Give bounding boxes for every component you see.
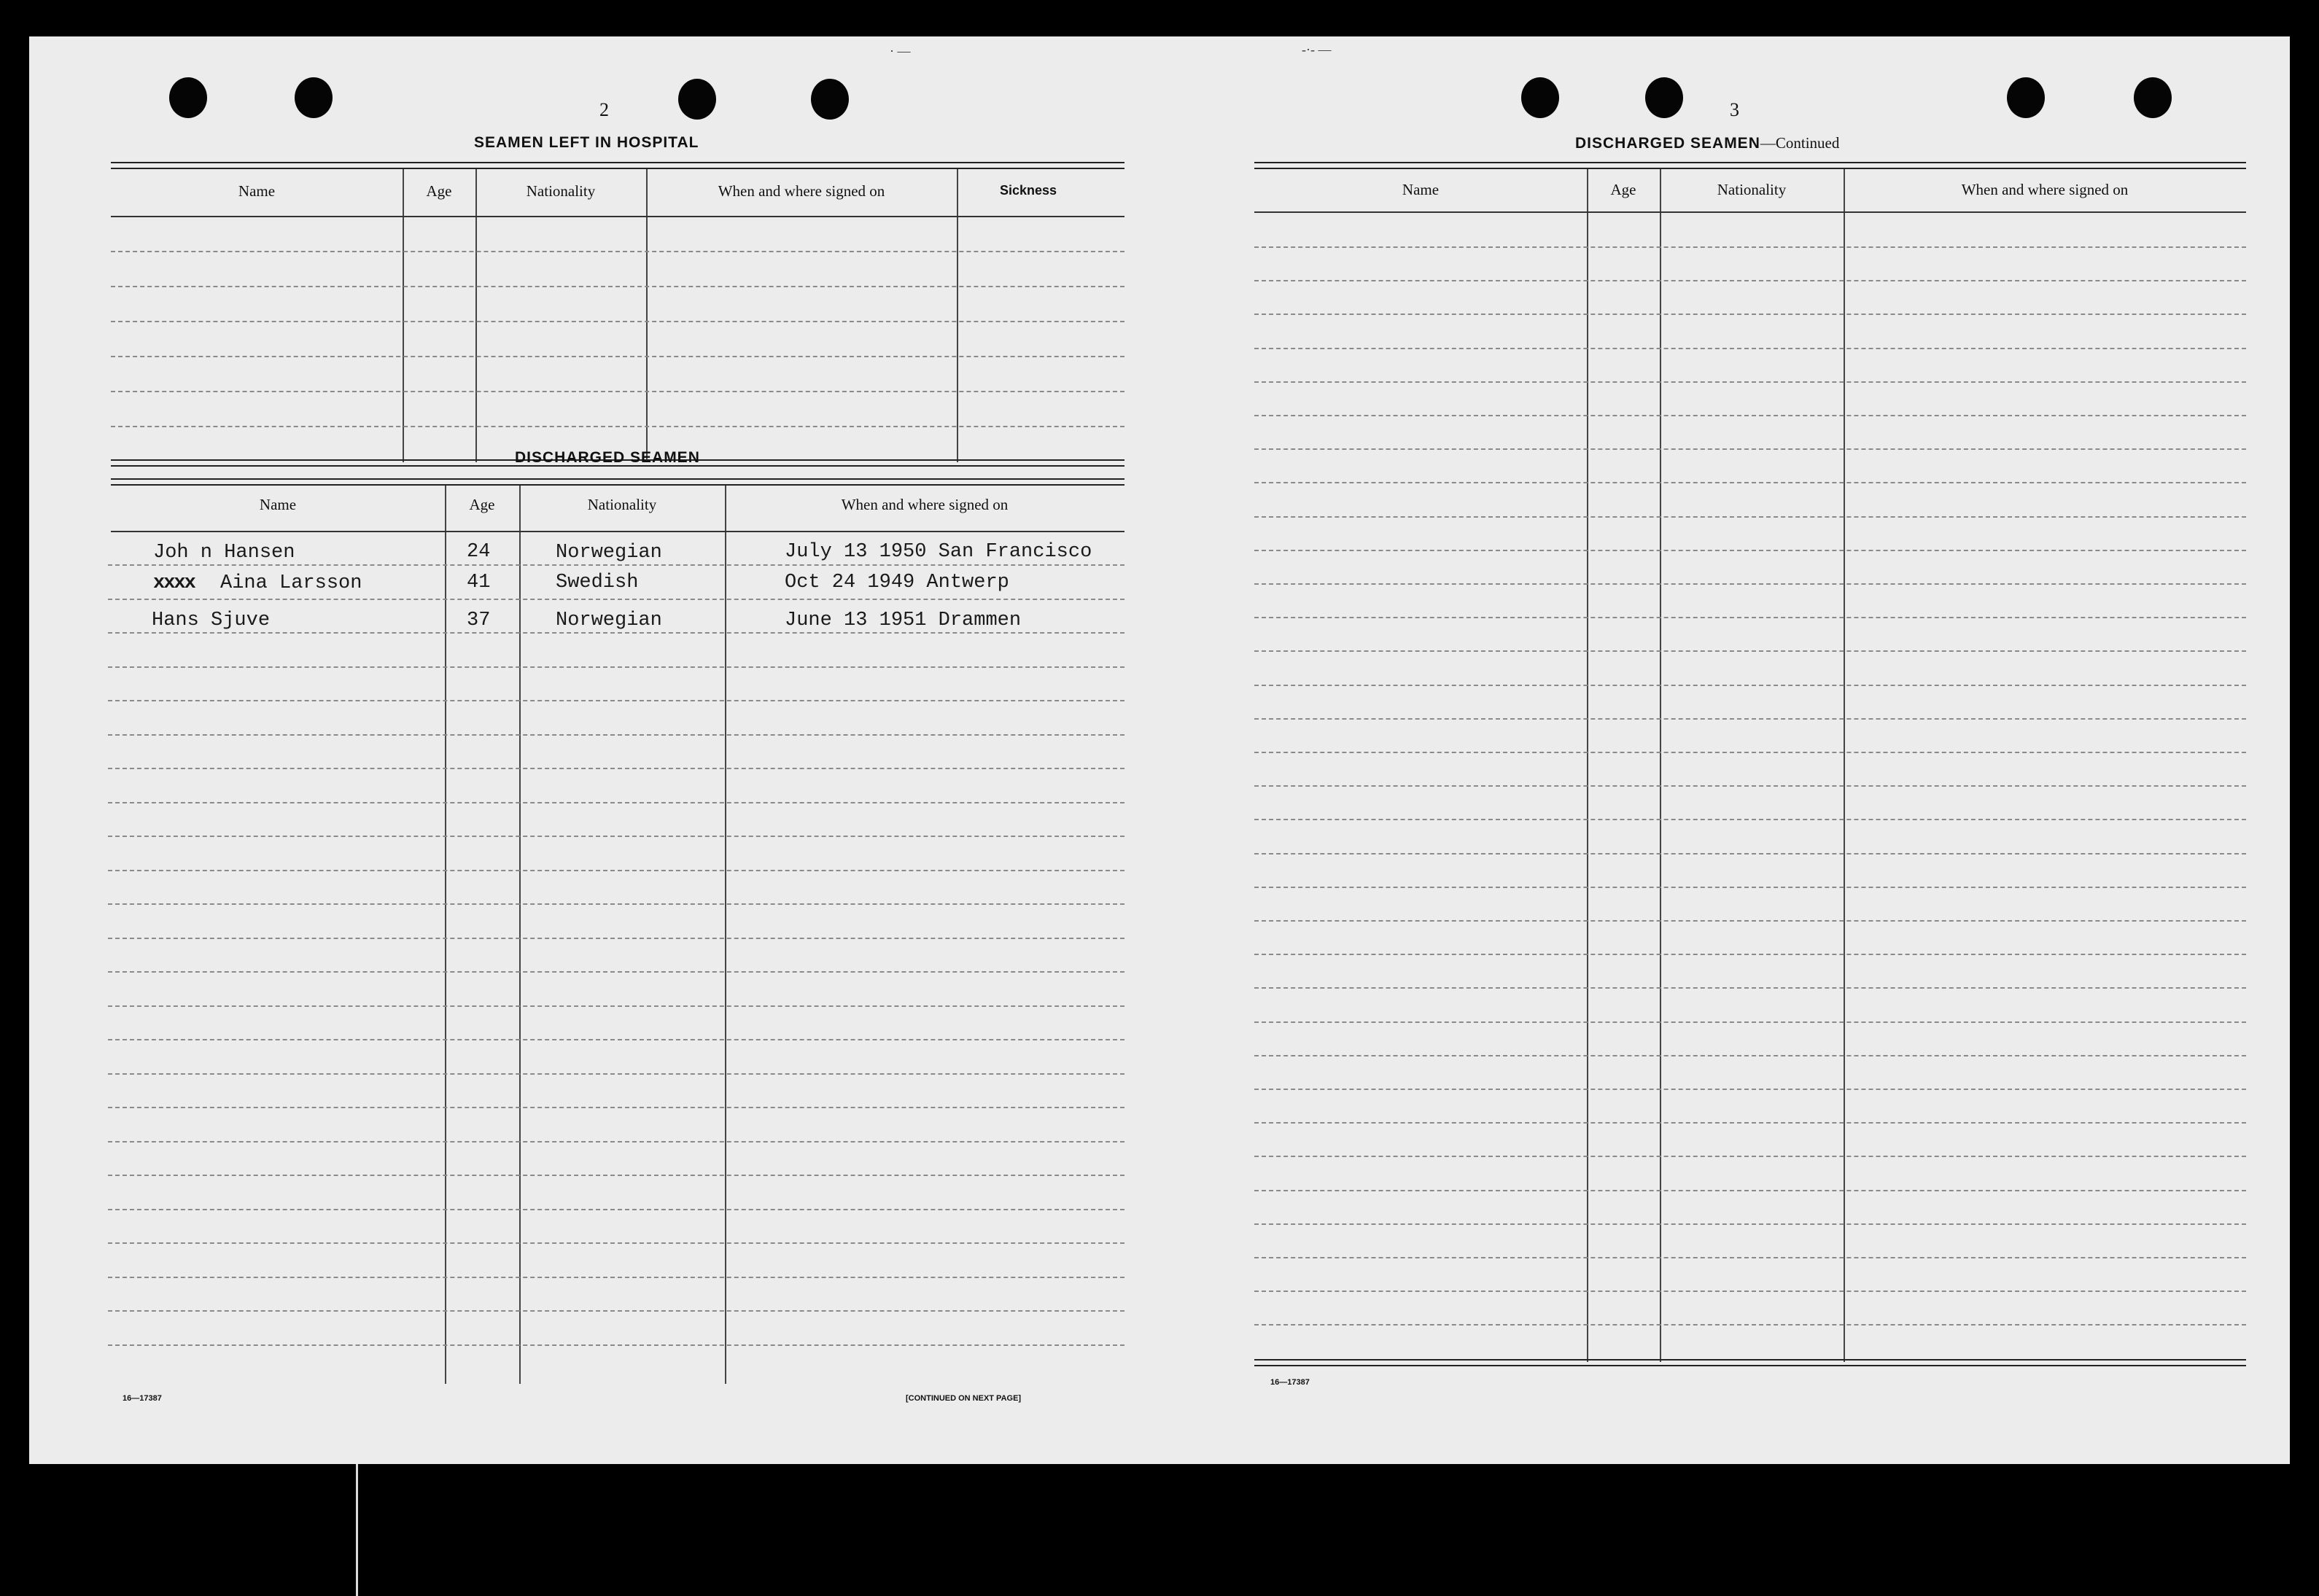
row-rule bbox=[108, 1073, 1124, 1075]
punch-hole bbox=[811, 79, 849, 120]
seaman-3-nationality: Norwegian bbox=[556, 610, 662, 631]
binding-strip bbox=[356, 1464, 358, 1596]
hospital-title-rule bbox=[111, 162, 1124, 169]
row-rule bbox=[1254, 550, 2246, 551]
right-header-nationality: Nationality bbox=[1717, 181, 1787, 198]
discharged-col-divider bbox=[445, 486, 446, 1384]
right-title-main: DISCHARGED SEAMEN bbox=[1575, 135, 1760, 152]
row-rule bbox=[108, 836, 1124, 837]
hospital-row-line bbox=[111, 251, 1124, 252]
seaman-2-name: Aina Larsson bbox=[220, 572, 362, 594]
row-rule bbox=[1254, 887, 2246, 888]
seaman-3-signed-on: June 13 1951 Drammen bbox=[785, 610, 1022, 631]
scan-mark: -·- — bbox=[1302, 42, 1332, 57]
row-rule bbox=[1254, 617, 2246, 618]
hospital-header-nationality: Nationality bbox=[526, 182, 596, 200]
hospital-col-divider bbox=[403, 169, 404, 462]
seaman-1-nationality: Norwegian bbox=[556, 542, 662, 564]
row-rule bbox=[1254, 718, 2246, 720]
row-rule bbox=[108, 971, 1124, 973]
punch-hole bbox=[1645, 77, 1683, 118]
hospital-row-line bbox=[111, 321, 1124, 322]
row-rule bbox=[108, 700, 1124, 701]
hospital-header-age: Age bbox=[426, 182, 452, 200]
row-rule bbox=[108, 768, 1124, 769]
row-rule bbox=[108, 870, 1124, 871]
discharged-header-signed-on: When and where signed on bbox=[841, 496, 1009, 513]
row-rule bbox=[1254, 853, 2246, 855]
seaman-2-nationality: Swedish bbox=[556, 572, 639, 593]
right-header-rule bbox=[1254, 211, 2246, 213]
hospital-col-divider bbox=[475, 169, 477, 462]
punch-hole bbox=[2134, 77, 2172, 118]
row-rule bbox=[1254, 1257, 2246, 1258]
discharged-col-divider bbox=[519, 486, 521, 1384]
row-rule bbox=[108, 1209, 1124, 1210]
row-rule bbox=[1254, 650, 2246, 652]
seaman-1-name: Joh n Hansen bbox=[153, 542, 295, 564]
row-rule bbox=[108, 1005, 1124, 1007]
right-header-signed-on: When and where signed on bbox=[1961, 181, 2129, 198]
hospital-header-rule bbox=[111, 216, 1124, 217]
row-rule bbox=[1254, 785, 2246, 787]
row-rule bbox=[108, 666, 1124, 668]
seaman-2-signed-on: Oct 24 1949 Antwerp bbox=[785, 572, 1009, 593]
seaman-2-age: 41 bbox=[467, 572, 491, 593]
row-rule bbox=[1254, 954, 2246, 955]
row-rule bbox=[108, 632, 1124, 634]
left-page-number: 2 bbox=[599, 99, 609, 120]
row-rule bbox=[108, 1310, 1124, 1312]
punch-hole bbox=[169, 77, 207, 118]
hospital-header-signed-on: When and where signed on bbox=[718, 182, 885, 200]
seaman-1-age: 24 bbox=[467, 541, 491, 563]
right-header-age: Age bbox=[1610, 181, 1636, 198]
row-rule bbox=[1254, 1089, 2246, 1090]
seaman-2-struck-text bbox=[153, 572, 195, 594]
row-rule bbox=[1254, 819, 2246, 820]
row-rule bbox=[1254, 987, 2246, 989]
hospital-col-divider bbox=[646, 169, 648, 462]
row-rule bbox=[1254, 583, 2246, 585]
hospital-section-title: SEAMEN LEFT IN HOSPITAL bbox=[474, 134, 699, 151]
hospital-row-line bbox=[111, 356, 1124, 357]
row-rule bbox=[108, 802, 1124, 803]
row-rule bbox=[1254, 1156, 2246, 1157]
right-form-number: 16—17387 bbox=[1270, 1378, 1310, 1387]
right-page-number: 3 bbox=[1730, 99, 1739, 120]
row-rule bbox=[1254, 1055, 2246, 1056]
document-sheet bbox=[29, 36, 2290, 1464]
right-bottom-rule bbox=[1254, 1359, 2246, 1366]
seaman-3-age: 37 bbox=[467, 610, 491, 631]
hospital-header-sickness: Sickness bbox=[999, 183, 1057, 198]
row-rule bbox=[1254, 1122, 2246, 1124]
row-rule bbox=[1254, 1324, 2246, 1326]
row-rule bbox=[108, 734, 1124, 736]
row-rule bbox=[108, 1039, 1124, 1040]
row-rule bbox=[108, 1141, 1124, 1142]
row-rule bbox=[1254, 348, 2246, 349]
discharged-header-rule bbox=[111, 531, 1124, 532]
row-rule bbox=[1254, 415, 2246, 416]
row-rule bbox=[108, 938, 1124, 939]
row-rule bbox=[1254, 1190, 2246, 1191]
row-rule bbox=[1254, 448, 2246, 450]
punch-hole bbox=[2007, 77, 2045, 118]
right-title-rule bbox=[1254, 162, 2246, 169]
row-rule bbox=[1254, 685, 2246, 686]
row-rule bbox=[108, 1277, 1124, 1278]
seaman-1-signed-on: July 13 1950 San Francisco bbox=[785, 541, 1092, 563]
row-rule bbox=[1254, 1291, 2246, 1292]
row-rule bbox=[108, 1242, 1124, 1244]
row-rule bbox=[1254, 280, 2246, 281]
hospital-row-line bbox=[111, 426, 1124, 427]
row-rule bbox=[1254, 516, 2246, 518]
continued-note: [CONTINUED ON NEXT PAGE] bbox=[906, 1394, 1022, 1403]
row-rule bbox=[108, 599, 1124, 600]
punch-hole bbox=[295, 77, 333, 118]
punch-hole bbox=[678, 79, 716, 120]
row-rule bbox=[108, 903, 1124, 905]
row-rule bbox=[1254, 314, 2246, 315]
struck-out-text: xxxx bbox=[153, 572, 195, 594]
right-header-name: Name bbox=[1402, 181, 1440, 198]
row-rule bbox=[108, 1175, 1124, 1176]
hospital-col-divider bbox=[957, 169, 958, 462]
row-rule bbox=[1254, 1021, 2246, 1023]
discharged-title-rule bbox=[111, 478, 1124, 486]
row-rule bbox=[1254, 482, 2246, 483]
row-rule bbox=[1254, 752, 2246, 753]
left-form-number: 16—17387 bbox=[123, 1394, 162, 1403]
right-title-suffix: —Continued bbox=[1760, 134, 1840, 152]
seaman-3-name: Hans Sjuve bbox=[152, 610, 271, 631]
row-rule bbox=[108, 1107, 1124, 1108]
row-rule bbox=[108, 1344, 1124, 1346]
row-rule bbox=[1254, 246, 2246, 248]
discharged-section-title: DISCHARGED SEAMEN bbox=[515, 449, 700, 466]
hospital-header-name: Name bbox=[238, 182, 276, 200]
discharged-header-name: Name bbox=[259, 496, 297, 513]
discharged-col-divider bbox=[725, 486, 726, 1384]
row-rule bbox=[1254, 1223, 2246, 1225]
hospital-row-line bbox=[111, 391, 1124, 392]
discharged-header-nationality: Nationality bbox=[587, 496, 657, 513]
row-rule bbox=[1254, 920, 2246, 922]
row-rule bbox=[108, 564, 1124, 566]
hospital-row-line bbox=[111, 286, 1124, 287]
scan-mark: · — bbox=[890, 44, 911, 58]
right-section-title bbox=[1575, 134, 1839, 152]
punch-hole bbox=[1521, 77, 1559, 118]
discharged-header-age: Age bbox=[469, 496, 495, 513]
row-rule bbox=[1254, 381, 2246, 383]
